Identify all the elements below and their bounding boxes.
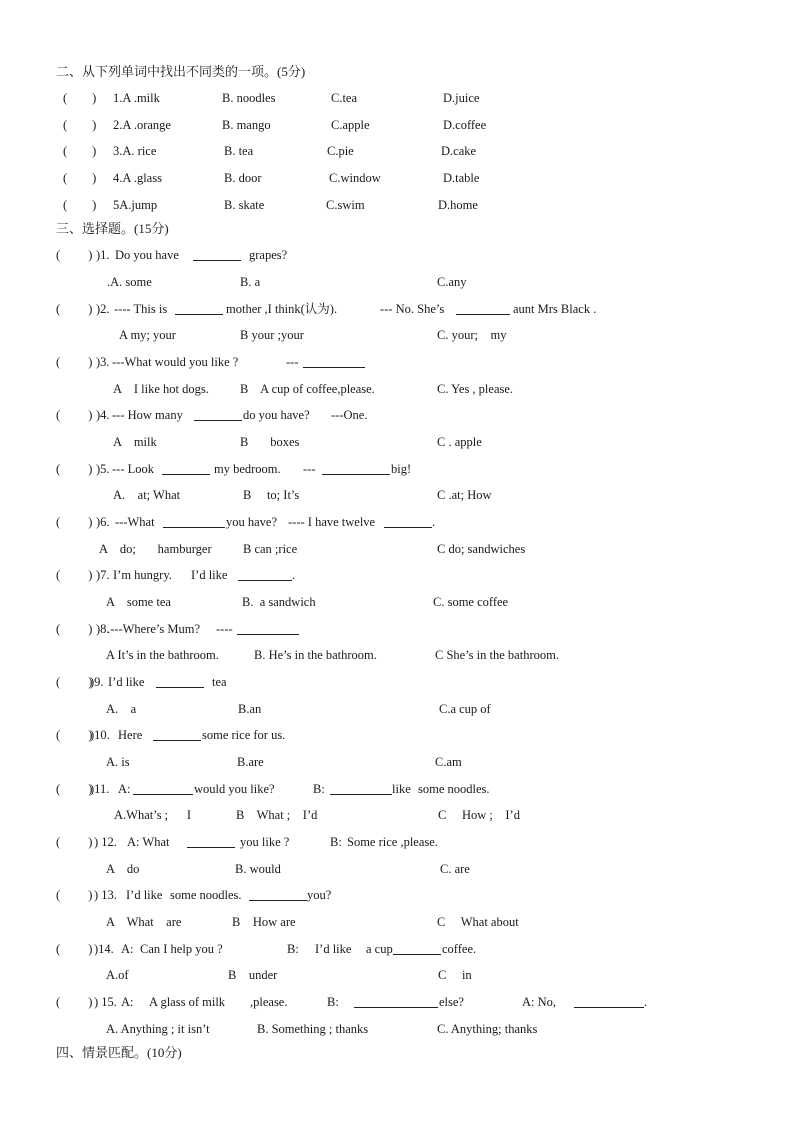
q1-text-a: Do you have	[115, 248, 179, 262]
q5-option-b: B to; It’s	[243, 488, 300, 502]
q4-text-c: ---One.	[331, 408, 368, 422]
s2-paren-1: ( )	[63, 91, 97, 105]
q5-option-a: A. at; What	[113, 488, 181, 502]
q5-number: )5.	[96, 462, 110, 476]
q7-blank[interactable]	[238, 569, 292, 581]
q1-text-b: grapes?	[249, 248, 288, 262]
section-4-title: 四、情景匹配。(10分)	[56, 1045, 182, 1060]
q12-number: ) 12.	[94, 835, 117, 849]
q2-text-b: mother ,I think(认为).	[226, 302, 338, 316]
q4-option-a: A milk	[113, 435, 157, 449]
s2-opt-5d: D.home	[438, 198, 478, 212]
s2-paren-5: ( )	[63, 198, 97, 212]
q11-blank-1[interactable]	[133, 783, 193, 795]
q11-option-c: C How ; I’d	[438, 808, 520, 822]
s2-opt-3d: D.cake	[441, 144, 477, 158]
q14-option-b: B under	[228, 968, 278, 982]
q14-text-b: Can I help you ?	[140, 942, 223, 956]
q12-text-d: Some rice ,please.	[347, 835, 438, 849]
q14-text-d: I’d like	[315, 942, 352, 956]
q9-blank[interactable]	[156, 676, 204, 688]
q10-text-a: Here	[118, 728, 143, 742]
q15-text-d: B:	[327, 995, 339, 1009]
q10-option-b: B.are	[237, 755, 264, 769]
q8-text-a: .---Where’s Mum?	[107, 622, 201, 636]
s2-item-4: 4.A .glass	[113, 171, 162, 185]
q8-text-b: ----	[216, 622, 233, 636]
q13-option-b: B How are	[232, 915, 296, 929]
q13-number: ) 13.	[94, 888, 117, 902]
q11-text-e: some noodles.	[418, 782, 490, 796]
q3-option-b: B A cup of coffee,please.	[240, 382, 375, 396]
q2-number: )2.	[96, 302, 110, 316]
q14-option-a: A.of	[106, 968, 129, 982]
q14-text-c: B:	[287, 942, 299, 956]
q4-paren: ( )	[56, 408, 93, 422]
q15-option-a: A. Anything ; it isn’t	[106, 1022, 210, 1036]
q9-text-a: I’d like	[108, 675, 145, 689]
q10-text-b: some rice for us.	[202, 728, 286, 742]
q11-paren: ( )	[56, 782, 93, 796]
q12-blank[interactable]	[187, 836, 235, 848]
q11-text-b: would you like?	[194, 782, 275, 796]
q15-text-e: else?	[439, 995, 464, 1009]
q7-text-a: I’m hungry.	[113, 568, 172, 582]
q6-text-c: ---- I have twelve	[288, 515, 376, 529]
q4-option-c: C . apple	[437, 435, 482, 449]
q15-text-c: ,please.	[250, 995, 288, 1009]
q6-text-b: you have?	[226, 515, 278, 529]
q14-option-c: C in	[438, 968, 472, 982]
q6-option-c: C do; sandwiches	[437, 542, 526, 556]
q15-text-f: A: No,	[522, 995, 557, 1009]
s2-opt-2c: C.apple	[331, 118, 370, 132]
section-2-title: 二、从下列单词中找出不同类的一项。(5分)	[56, 64, 306, 79]
s2-opt-4b: B. door	[224, 171, 262, 185]
q9-text-b: tea	[212, 675, 227, 689]
s2-opt-1d: D.juice	[443, 91, 480, 105]
q13-option-c: C What about	[437, 915, 519, 929]
q12-text-b: you like ?	[240, 835, 290, 849]
q5-blank-1[interactable]	[162, 463, 210, 475]
q13-blank[interactable]	[249, 889, 307, 901]
q12-paren: ( )	[56, 835, 93, 849]
q11-text-d: like	[392, 782, 411, 796]
q8-option-b: B. He’s in the bathroom.	[254, 648, 377, 662]
q11-option-b: B What ; I’d	[236, 808, 318, 822]
q7-option-c: C. some coffee	[433, 595, 509, 609]
q4-number: )4.	[96, 408, 110, 422]
q13-paren: ( )	[56, 888, 93, 902]
q10-paren: ( )	[56, 728, 93, 742]
q3-text-a: ---What would you like ?	[112, 355, 239, 369]
q15-text-g: .	[644, 995, 648, 1009]
q6-blank-2[interactable]	[384, 516, 432, 528]
q3-number: )3.	[96, 355, 110, 369]
q11-option-a: A.What’s ; I	[114, 808, 192, 822]
q2-text-a: ---- This is	[114, 302, 168, 316]
s2-opt-4d: D.table	[443, 171, 480, 185]
s2-opt-1c: C.tea	[331, 91, 358, 105]
q9-option-a: A. a	[106, 702, 137, 716]
q15-text-a: A:	[121, 995, 134, 1009]
q7-option-b: B. a sandwich	[242, 595, 316, 609]
q6-paren: ( )	[56, 515, 93, 529]
q15-option-c: C. Anything; thanks	[437, 1022, 538, 1036]
s2-opt-5b: B. skate	[224, 198, 265, 212]
q3-option-c: C. Yes , please.	[437, 382, 514, 396]
q10-number: )10.	[90, 728, 110, 742]
q9-option-b: B.an	[238, 702, 262, 716]
q6-option-a: A do; hamburger	[99, 542, 212, 556]
q2-option-a: A my; your	[119, 328, 176, 342]
q2-text-c: --- No. She’s	[380, 302, 445, 316]
q9-option-c: C.a cup of	[439, 702, 491, 716]
q5-text-c: ---	[303, 462, 316, 476]
q12-option-a: A do	[106, 862, 140, 876]
q13-option-a: A What are	[106, 915, 182, 929]
s2-item-3: 3.A. rice	[113, 144, 157, 158]
q10-option-a: A. is	[106, 755, 130, 769]
q4-blank[interactable]	[194, 409, 242, 421]
s2-opt-3c: C.pie	[327, 144, 354, 158]
q11-blank-2[interactable]	[330, 783, 392, 795]
q11-text-a: A:	[118, 782, 131, 796]
q13-text-a: I’d like	[126, 888, 163, 902]
q11-text-c: B:	[313, 782, 325, 796]
q15-number: ) 15.	[94, 995, 117, 1009]
q11-number: )11.	[90, 782, 110, 796]
s2-opt-2d: D.coffee	[443, 118, 487, 132]
s2-item-5: 5A.jump	[113, 198, 158, 212]
q14-text-a: A:	[121, 942, 134, 956]
q4-text-b: do you have?	[243, 408, 310, 422]
q7-text-c: .	[292, 568, 296, 582]
q10-blank[interactable]	[153, 729, 201, 741]
q1-option-b: B. a	[240, 275, 261, 289]
q2-blank-1[interactable]	[175, 303, 223, 315]
q8-option-c: C She’s in the bathroom.	[435, 648, 559, 662]
q13-text-c: you?	[307, 888, 332, 902]
q14-blank[interactable]	[393, 943, 441, 955]
q13-text-b: some noodles.	[170, 888, 242, 902]
q1-paren: ( )	[56, 248, 93, 262]
q1-blank[interactable]	[193, 249, 241, 261]
q5-blank-2[interactable]	[322, 463, 390, 475]
q14-number: )14.	[94, 942, 114, 956]
q1-option-c: C.any	[437, 275, 467, 289]
q7-paren: ( )	[56, 568, 93, 582]
q1-number: )1.	[96, 248, 110, 262]
s2-paren-4: ( )	[63, 171, 97, 185]
q12-option-c: C. are	[440, 862, 470, 876]
q12-text-c: B:	[330, 835, 342, 849]
q8-paren: ( )	[56, 622, 93, 636]
q7-option-a: A some tea	[106, 595, 171, 609]
q6-text-a: ---What	[115, 515, 155, 529]
q15-blank-2[interactable]	[574, 996, 644, 1008]
q10-option-c: C.am	[435, 755, 462, 769]
q4-option-b: B boxes	[240, 435, 300, 449]
q5-text-d: big!	[391, 462, 412, 476]
q2-option-b: B your ;your	[240, 328, 304, 342]
q14-text-f: coffee.	[442, 942, 477, 956]
q12-option-b: B. would	[235, 862, 281, 876]
section-3-title: 三、选择题。(15分)	[56, 221, 169, 236]
s2-opt-3b: B. tea	[224, 144, 254, 158]
q5-text-b: my bedroom.	[214, 462, 281, 476]
q4-text-a: --- How many	[112, 408, 183, 422]
q2-blank-2[interactable]	[456, 303, 510, 315]
q2-option-c: C. your; my	[437, 328, 507, 342]
q15-blank-1[interactable]	[354, 996, 438, 1008]
q8-blank[interactable]	[237, 623, 299, 635]
q14-paren: ( )	[56, 942, 93, 956]
q9-number: )9.	[90, 675, 104, 689]
s2-paren-3: ( )	[63, 144, 97, 158]
q15-paren: ( )	[56, 995, 93, 1009]
q1-option-a: .A. some	[107, 275, 152, 289]
q6-number: )6.	[96, 515, 110, 529]
q14-text-e: a cup	[366, 942, 393, 956]
q8-option-a: A It’s in the bathroom.	[106, 648, 219, 662]
q9-paren: ( )	[56, 675, 93, 689]
s2-item-2: 2.A .orange	[113, 118, 171, 132]
q6-blank-1[interactable]	[163, 516, 225, 528]
q3-paren: ( )	[56, 355, 93, 369]
q3-text-b: ---	[286, 355, 299, 369]
q7-text-b: I’d like	[191, 568, 228, 582]
s2-opt-5c: C.swim	[326, 198, 365, 212]
s2-opt-4c: C.window	[329, 171, 381, 185]
q5-option-c: C .at; How	[437, 488, 492, 502]
q5-paren: ( )	[56, 462, 93, 476]
q6-text-d: .	[432, 515, 436, 529]
q7-number: )7.	[96, 568, 110, 582]
q12-text-a: A: What	[127, 835, 170, 849]
q15-text-b: A glass of milk	[149, 995, 226, 1009]
q6-option-b: B can ;rice	[243, 542, 298, 556]
q3-blank[interactable]	[303, 356, 365, 368]
s2-opt-1b: B. noodles	[222, 91, 276, 105]
s2-paren-2: ( )	[63, 118, 97, 132]
q15-option-b: B. Something ; thanks	[257, 1022, 369, 1036]
q3-option-a: A I like hot dogs.	[113, 382, 209, 396]
s2-opt-2b: B. mango	[222, 118, 271, 132]
q8-number: )8.	[96, 622, 110, 636]
q2-text-d: aunt Mrs Black .	[513, 302, 597, 316]
q5-text-a: --- Look	[112, 462, 154, 476]
s2-item-1: 1.A .milk	[113, 91, 160, 105]
q2-paren: ( )	[56, 302, 93, 316]
